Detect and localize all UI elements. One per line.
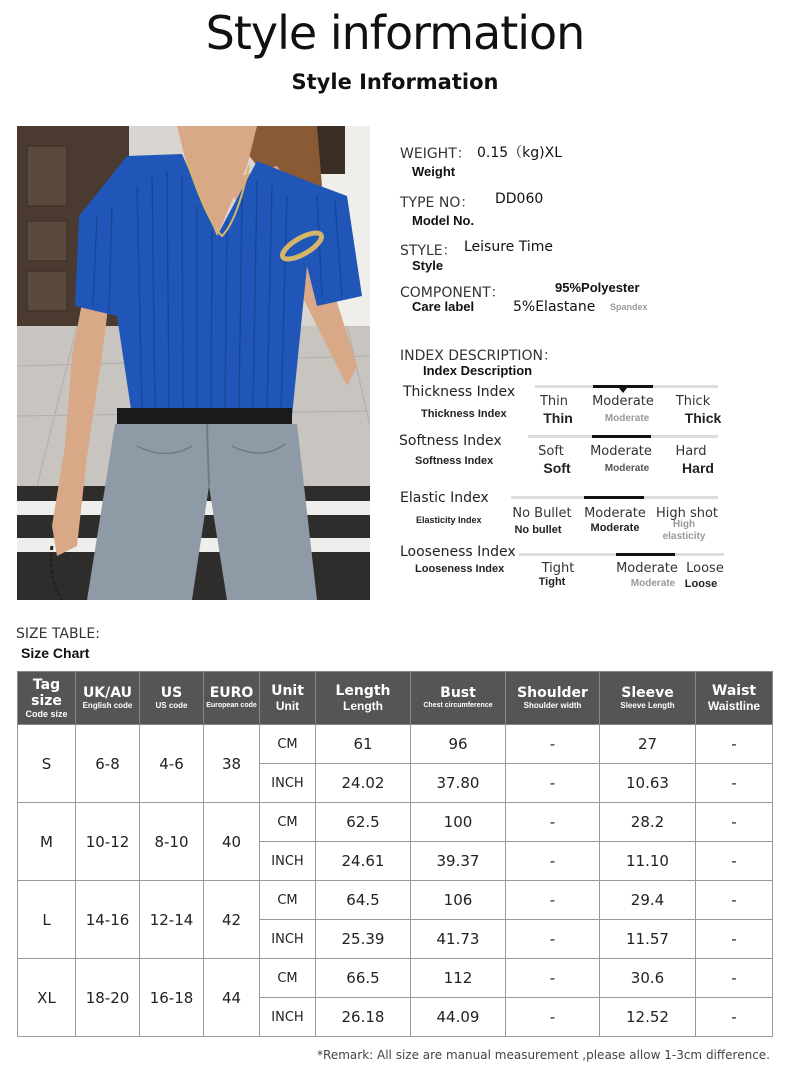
table-row — [18, 725, 773, 764]
softness-index-name: Softness Index — [399, 433, 502, 449]
cell-bust: 39.37 — [411, 842, 506, 881]
cell-bust: 100 — [411, 803, 506, 842]
cell-bust: 112 — [411, 959, 506, 998]
softness-opt-moderate-cn: Moderate — [604, 463, 650, 474]
thickness-opt-thin: Thin — [539, 394, 569, 409]
cell-bust: 106 — [411, 881, 506, 920]
cell-euro: 38 — [204, 725, 260, 803]
looseness-opt-tight: Tight — [541, 561, 575, 576]
cell-shoulder: - — [506, 920, 600, 959]
cell-uk: 10-12 — [76, 803, 140, 881]
type-label: TYPE NO： — [400, 195, 475, 211]
weight-cn: Weight — [412, 164, 456, 179]
looseness-selected-bar — [616, 553, 675, 556]
cell-us: 12-14 — [140, 881, 204, 959]
elastic-index-name: Elastic Index — [400, 490, 489, 506]
product-photo — [17, 126, 370, 600]
cell-tag: S — [18, 725, 76, 803]
thickness-opt-moderate: Moderate — [592, 394, 654, 409]
cell-length: 62.5 — [316, 803, 411, 842]
table-row — [18, 881, 773, 920]
cell-bust: 37.80 — [411, 764, 506, 803]
looseness-opt-tight-cn: Tight — [538, 576, 566, 588]
looseness-opt-moderate: Moderate — [616, 561, 678, 576]
cell-tag: L — [18, 881, 76, 959]
thickness-opt-moderate-cn: Moderate — [604, 413, 650, 424]
cell-sleeve: 27 — [600, 725, 696, 764]
cell-sleeve: 28.2 — [600, 803, 696, 842]
cell-unit: INCH — [260, 842, 316, 881]
softness-selected-bar — [592, 435, 651, 438]
cell-euro: 42 — [204, 881, 260, 959]
cell-length: 64.5 — [316, 881, 411, 920]
thickness-opt-thick: Thick — [675, 394, 711, 409]
thickness-marker-icon — [619, 388, 627, 393]
cell-euro: 44 — [204, 959, 260, 1037]
cell-unit: CM — [260, 959, 316, 998]
cell-unit: CM — [260, 725, 316, 764]
cell-length: 24.02 — [316, 764, 411, 803]
cell-shoulder: - — [506, 842, 600, 881]
index-heading-cn: Index Description — [423, 363, 533, 378]
thickness-index-name: Thickness Index — [403, 384, 516, 400]
cell-shoulder: - — [506, 803, 600, 842]
softness-opt-soft-cn: Soft — [543, 460, 571, 476]
col-sleeve: Sleeve Sleeve Length — [600, 672, 696, 725]
cell-unit: INCH — [260, 764, 316, 803]
cell-waist: - — [696, 725, 773, 764]
cell-length: 24.61 — [316, 842, 411, 881]
cell-waist: - — [696, 959, 773, 998]
component-value-2-cn: Spandex — [610, 302, 648, 312]
thickness-opt-thick-cn: Thick — [684, 410, 722, 426]
softness-opt-soft: Soft — [538, 444, 564, 459]
cell-bust: 44.09 — [411, 998, 506, 1037]
elastic-opt-high-cn: High elasticity — [662, 519, 706, 542]
col-euro: EURO European code — [204, 672, 260, 725]
cell-shoulder: - — [506, 998, 600, 1037]
table-header-row — [18, 672, 773, 725]
softness-index-name-cn: Softness Index — [415, 455, 494, 467]
model-illustration — [17, 126, 370, 600]
style-cn: Style — [412, 258, 444, 273]
cell-sleeve: 29.4 — [600, 881, 696, 920]
cell-waist: - — [696, 764, 773, 803]
type-value: DD060 — [495, 191, 544, 207]
cell-sleeve: 30.6 — [600, 959, 696, 998]
cell-sleeve: 10.63 — [600, 764, 696, 803]
cell-us: 16-18 — [140, 959, 204, 1037]
elastic-opt-moderate: Moderate — [584, 506, 646, 521]
cell-bust: 41.73 — [411, 920, 506, 959]
size-table-heading-cn: Size Chart — [21, 645, 90, 661]
cell-waist: - — [696, 881, 773, 920]
thickness-opt-thin-cn: Thin — [543, 410, 573, 426]
cell-length: 66.5 — [316, 959, 411, 998]
cell-bust: 96 — [411, 725, 506, 764]
weight-label: WEIGHT： — [400, 146, 471, 162]
cell-uk: 14-16 — [76, 881, 140, 959]
col-us: US US code — [140, 672, 204, 725]
index-heading: INDEX DESCRIPTION： — [400, 348, 558, 364]
cell-length: 26.18 — [316, 998, 411, 1037]
cell-sleeve: 11.57 — [600, 920, 696, 959]
elastic-index-name-cn: Elasticity Index — [416, 515, 482, 525]
softness-opt-hard: Hard — [675, 444, 707, 459]
cell-unit: INCH — [260, 998, 316, 1037]
col-shoulder: Shoulder Shoulder width — [506, 672, 600, 725]
cell-waist: - — [696, 998, 773, 1037]
softness-opt-moderate: Moderate — [590, 444, 652, 459]
col-uk: UK/AU English code — [76, 672, 140, 725]
cell-sleeve: 11.10 — [600, 842, 696, 881]
cell-waist: - — [696, 842, 773, 881]
cell-shoulder: - — [506, 959, 600, 998]
cell-waist: - — [696, 803, 773, 842]
page-title: Style information — [205, 6, 585, 60]
elastic-opt-moderate-cn: Moderate — [590, 522, 640, 534]
size-remark: *Remark: All size are manual measurement ,please allow 1-3cm difference. — [317, 1048, 770, 1062]
type-cn: Model No. — [412, 213, 475, 228]
page-subtitle: Style Information — [291, 70, 499, 94]
cell-uk: 6-8 — [76, 725, 140, 803]
col-bust: Bust Chest circumference — [411, 672, 506, 725]
component-cn: Care label — [412, 299, 475, 314]
component-value-2: 5%Elastane — [513, 299, 596, 315]
col-waist: Waist Waistline — [696, 672, 773, 725]
table-row — [18, 803, 773, 842]
cell-us: 4-6 — [140, 725, 204, 803]
looseness-opt-moderate-cn: Moderate — [630, 578, 676, 589]
component-value-1: 95%Polyester — [555, 280, 640, 295]
elastic-opt-high-shot: High shot — [655, 506, 719, 521]
col-length: Length Length — [316, 672, 411, 725]
thickness-index-name-cn: Thickness Index — [421, 408, 507, 420]
cell-unit: INCH — [260, 920, 316, 959]
looseness-index-name: Looseness Index — [400, 544, 516, 560]
component-label: COMPONENT： — [400, 285, 505, 301]
cell-length: 61 — [316, 725, 411, 764]
looseness-index-name-cn: Looseness Index — [415, 563, 505, 575]
size-table-heading: SIZE TABLE: — [16, 626, 100, 642]
style-value: Leisure Time — [464, 239, 553, 255]
elastic-selected-bar — [584, 496, 644, 499]
softness-opt-hard-cn: Hard — [682, 460, 714, 476]
cell-tag: M — [18, 803, 76, 881]
cell-length: 25.39 — [316, 920, 411, 959]
elastic-opt-no-bullet: No Bullet — [512, 506, 572, 521]
looseness-opt-loose-cn: Loose — [684, 578, 718, 590]
col-unit: Unit Unit — [260, 672, 316, 725]
cell-shoulder: - — [506, 764, 600, 803]
cell-waist: - — [696, 920, 773, 959]
cell-shoulder: - — [506, 725, 600, 764]
elastic-opt-no-bullet-cn: No bullet — [514, 524, 562, 536]
size-table — [17, 671, 773, 1037]
looseness-opt-loose: Loose — [686, 561, 724, 576]
cell-tag: XL — [18, 959, 76, 1037]
cell-unit: CM — [260, 803, 316, 842]
weight-value: 0.15（kg)XL — [477, 145, 563, 161]
cell-euro: 40 — [204, 803, 260, 881]
cell-uk: 18-20 — [76, 959, 140, 1037]
cell-unit: CM — [260, 881, 316, 920]
table-row — [18, 959, 773, 998]
cell-shoulder: - — [506, 881, 600, 920]
col-tag-size: Tag size Code size — [18, 672, 76, 725]
cell-us: 8-10 — [140, 803, 204, 881]
style-label: STYLE： — [400, 243, 457, 259]
cell-sleeve: 12.52 — [600, 998, 696, 1037]
